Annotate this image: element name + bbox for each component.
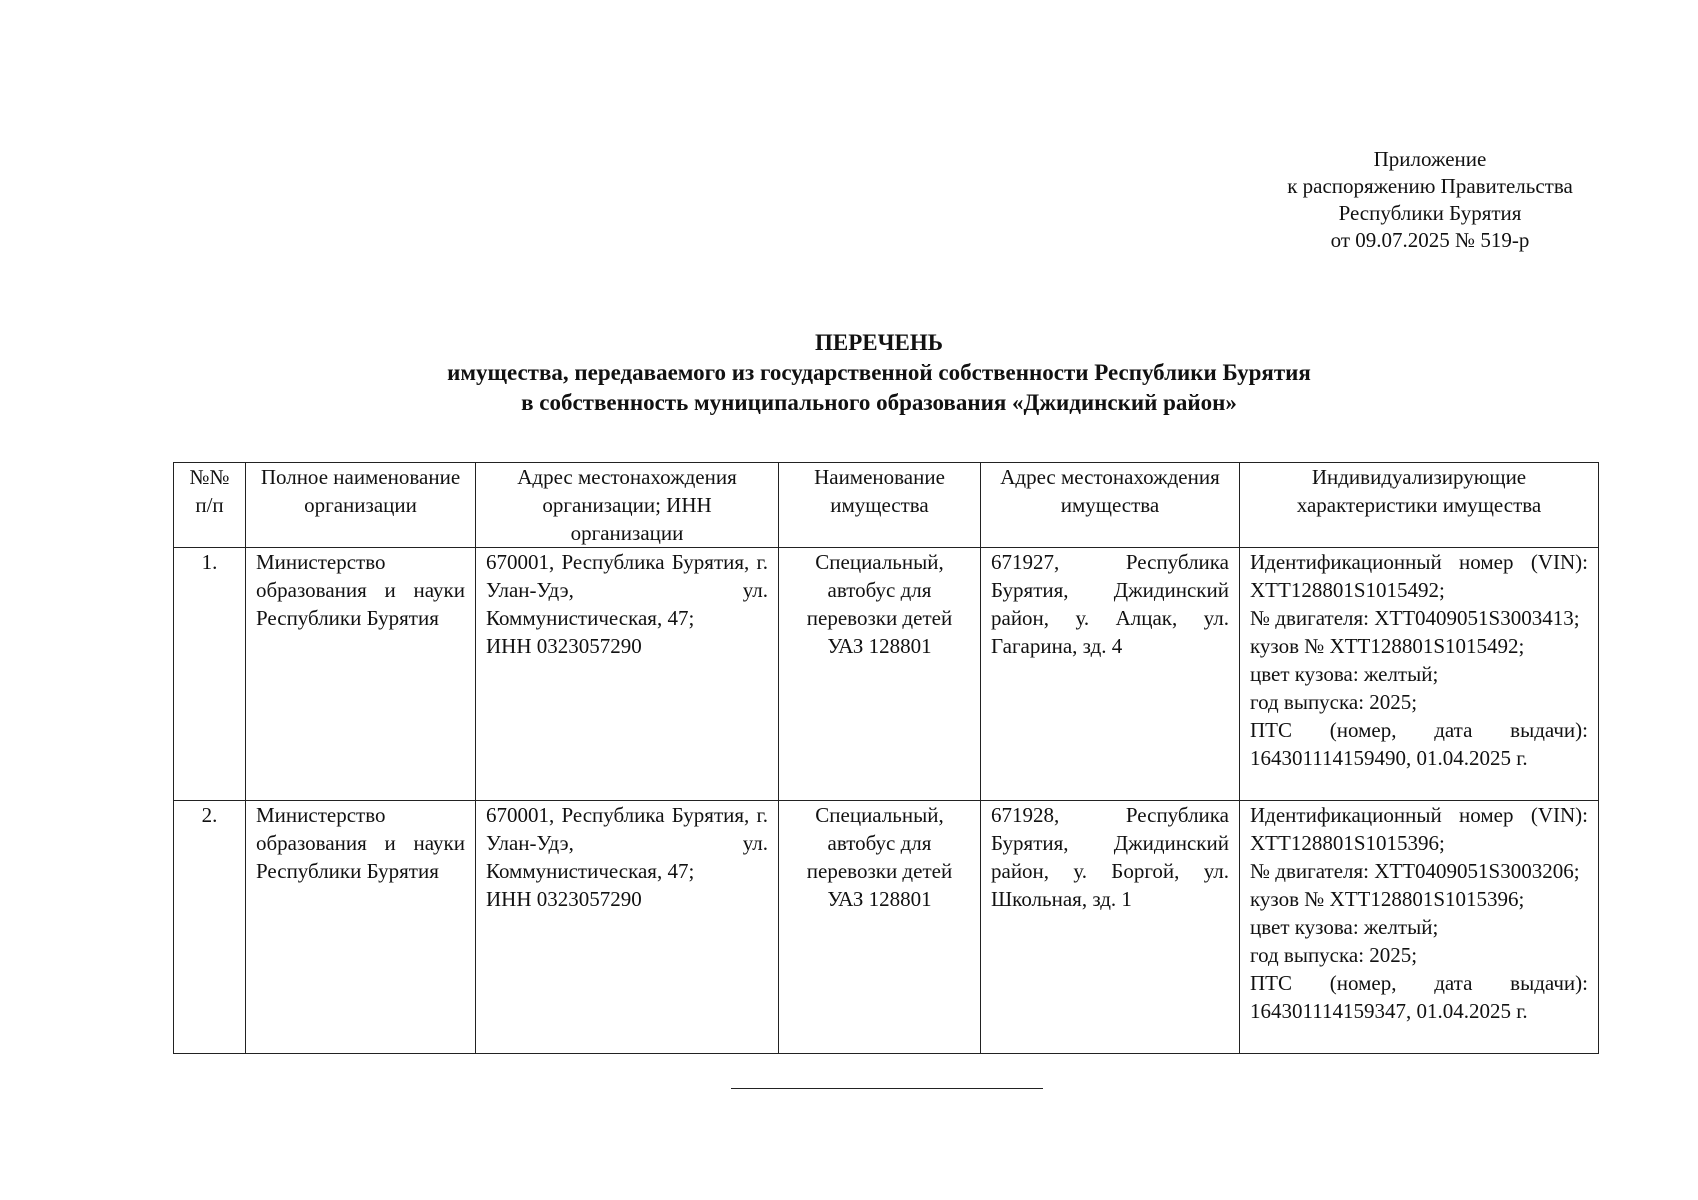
- property-table: [173, 462, 1599, 1054]
- row-property-address: 671928, Республика Бурятия, Джидинский район, у. Боргой, ул. Школьная, зд. 1: [981, 801, 1240, 1054]
- characteristic-pts: ПТС (номер, дата выдачи): 164301114159347, 01.04.2025 г.: [1250, 971, 1588, 1023]
- title-subtitle-line1: имущества, передаваемого из государственной собственности Республики Бурятия: [447, 360, 1311, 385]
- end-of-document-rule: [731, 1088, 1043, 1089]
- row-organization: Министерство образования и науки Республики Бурятия: [246, 548, 476, 801]
- title-heading: ПЕРЕЧЕНЬ: [815, 330, 943, 355]
- document-title: [270, 328, 1488, 418]
- appendix-order-ref: к распоряжению Правительства: [1287, 174, 1573, 198]
- characteristic-engine: № двигателя: XTT0409051S3003206;: [1250, 859, 1580, 883]
- appendix-date-number: от 09.07.2025 № 519-р: [1330, 228, 1530, 252]
- organization-inn: ИНН 0323057290: [486, 887, 642, 911]
- row-organization-address: [476, 801, 779, 1054]
- appendix-label: Приложение: [1373, 147, 1487, 171]
- characteristic-body: кузов № XTT128801S1015492;: [1250, 634, 1525, 658]
- header-organization-address: Адрес местонахождения организации; ИНН организации: [476, 463, 779, 548]
- row-organization-address: [476, 548, 779, 801]
- row-property-address: 671927, Республика Бурятия, Джидинский район, у. Алцак, ул. Гагарина, зд. 4: [981, 548, 1240, 801]
- characteristic-year: год выпуска: 2025;: [1250, 690, 1418, 714]
- row-property-name: Специальный, автобус для перевозки детей УАЗ 128801: [779, 801, 981, 1054]
- organization-address-text: 670001, Республика Бурятия, г. Улан-Удэ, ул. Коммунистическая, 47;: [486, 803, 768, 883]
- organization-inn: ИНН 0323057290: [486, 634, 642, 658]
- table-row: [174, 801, 1599, 1054]
- appendix-block: [1240, 146, 1620, 254]
- characteristic-color: цвет кузова: желтый;: [1250, 915, 1439, 939]
- characteristic-pts: ПТС (номер, дата выдачи): 164301114159490, 01.04.2025 г.: [1250, 718, 1588, 770]
- header-property-name: Наименование имущества: [779, 463, 981, 548]
- row-property-name: Специальный, автобус для перевозки детей УАЗ 128801: [779, 548, 981, 801]
- row-organization: Министерство образования и науки Республики Бурятия: [246, 801, 476, 1054]
- organization-address-text: 670001, Республика Бурятия, г. Улан-Удэ, ул. Коммунистическая, 47;: [486, 550, 768, 630]
- appendix-republic: Республики Бурятия: [1338, 201, 1522, 225]
- table-header-row: [174, 463, 1599, 548]
- header-property-address: Адрес местонахождения имущества: [981, 463, 1240, 548]
- row-characteristics: [1240, 548, 1599, 801]
- characteristic-color: цвет кузова: желтый;: [1250, 662, 1439, 686]
- characteristic-vin: Идентификационный номер (VIN): XTT128801S1015492;: [1250, 550, 1588, 602]
- row-characteristics: [1240, 801, 1599, 1054]
- characteristic-year: год выпуска: 2025;: [1250, 943, 1418, 967]
- row-number: 1.: [174, 548, 246, 801]
- characteristic-body: кузов № XTT128801S1015396;: [1250, 887, 1525, 911]
- title-subtitle-line2: в собственность муниципального образования «Джидинский район»: [521, 390, 1237, 415]
- characteristic-vin: Идентификационный номер (VIN): XTT128801S1015396;: [1250, 803, 1588, 855]
- header-characteristics: Индивидуализирующие характеристики имущества: [1240, 463, 1599, 548]
- table-row: [174, 548, 1599, 801]
- characteristic-engine: № двигателя: XTT0409051S3003413;: [1250, 606, 1580, 630]
- header-organization: Полное наименование организации: [246, 463, 476, 548]
- row-number: 2.: [174, 801, 246, 1054]
- header-number: №№ п/п: [174, 463, 246, 548]
